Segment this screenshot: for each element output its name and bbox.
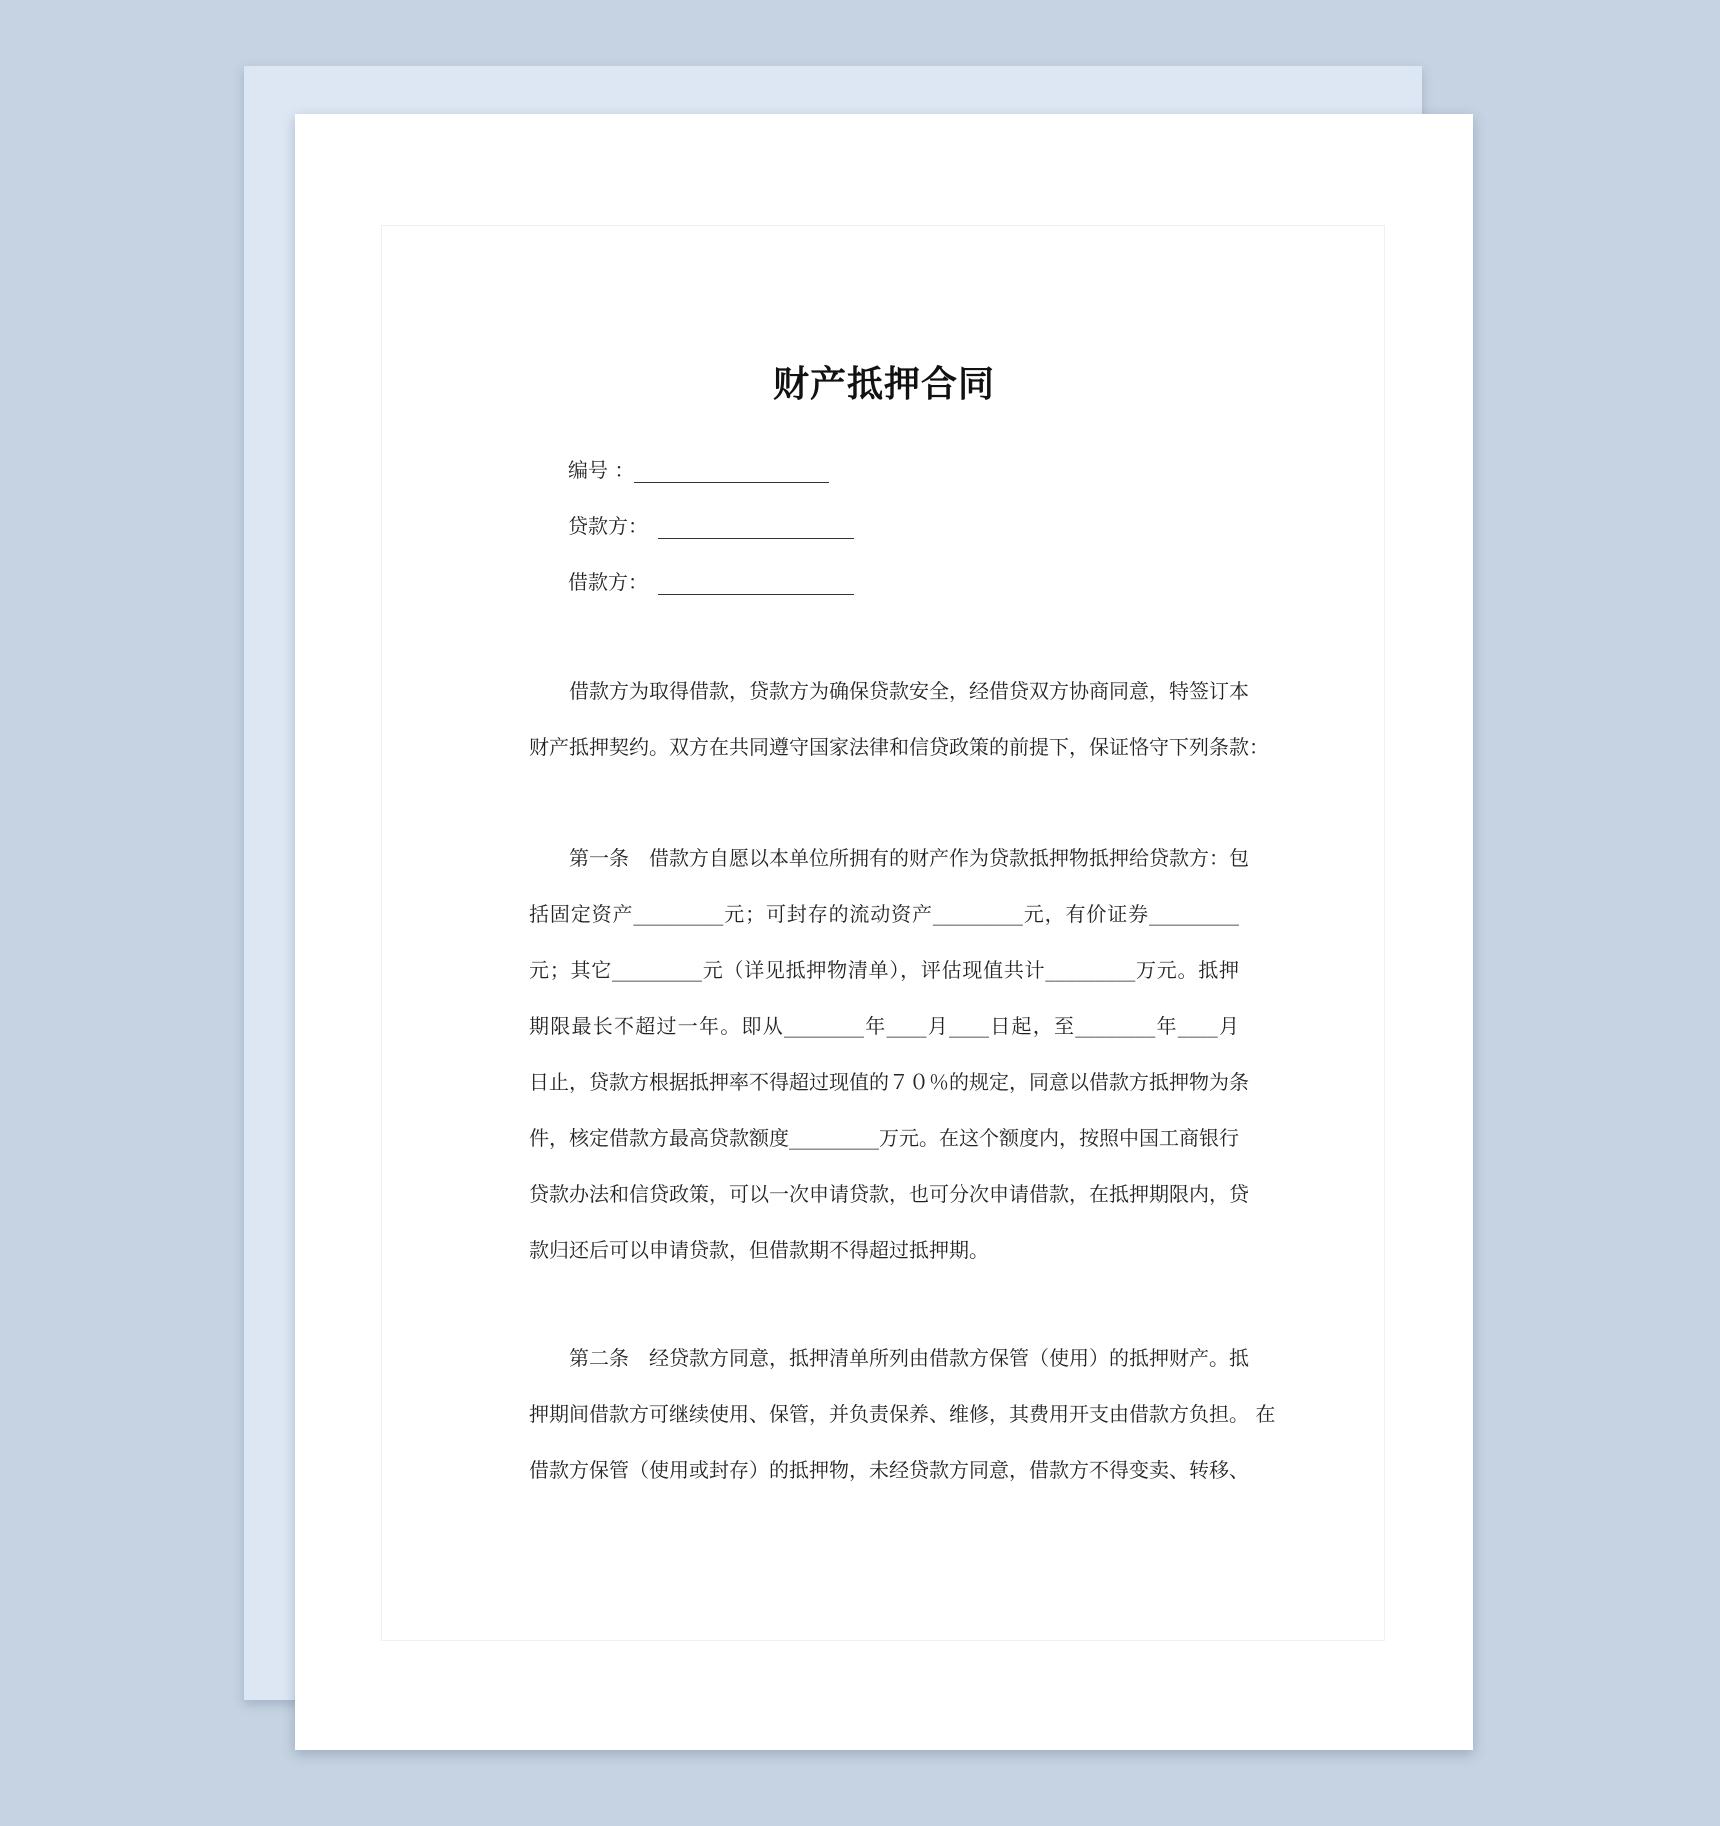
article-2-paragraph (529, 1330, 1276, 1498)
intro-paragraph (529, 663, 1269, 775)
field-number-blank (634, 460, 829, 483)
document-page (295, 114, 1473, 1750)
article-1-line: 第一条 借款方自愿以本单位所拥有的财产作为贷款抵押物抵押给贷款方：包 (569, 846, 1249, 870)
field-borrower-label: 借款方： (568, 570, 648, 594)
article-1-line: 件，核定借款方最高贷款额度_________万元。在这个额度内，按照中国工商银行 (529, 1126, 1239, 1150)
article-1-paragraph (529, 830, 1249, 1278)
field-lender-label: 贷款方： (568, 514, 648, 538)
article-1-line: 期限最长不超过一年。即从________年____月____日起，至________年____月 (529, 1014, 1239, 1038)
field-lender-blank (658, 516, 854, 539)
field-borrower (568, 566, 854, 595)
intro-line: 财产抵押契约。双方在共同遵守国家法律和信贷政策的前提下，保证恪守下列条款： (529, 735, 1269, 759)
article-2-line: 借款方保管（使用或封存）的抵押物，未经贷款方同意，借款方不得变卖、转移、 (529, 1458, 1249, 1482)
field-borrower-blank (658, 572, 854, 595)
field-number (568, 454, 829, 483)
article-2-line: 第二条 经贷款方同意，抵押清单所列由借款方保管（使用）的抵押财产。抵 (569, 1346, 1249, 1370)
article-1-line: 元；其它_________元（详见抵押物清单），评估现值共计_________万元。抵押 (529, 958, 1239, 982)
article-1-line: 款归还后可以申请贷款，但借款期不得超过抵押期。 (529, 1238, 989, 1262)
document-title: 财产抵押合同 (772, 364, 995, 405)
article-1-line: 括固定资产_________元；可封存的流动资产_________元，有价证券_________ (529, 902, 1239, 926)
field-lender (568, 510, 854, 539)
article-1-line: 日止，贷款方根据抵押率不得超过现值的７０％的规定，同意以借款方抵押物为条 (529, 1070, 1249, 1094)
article-1-line: 贷款办法和信贷政策，可以一次申请贷款，也可分次申请借款，在抵押期限内，贷 (529, 1182, 1249, 1206)
article-2-line: 押期间借款方可继续使用、保管，并负责保养、维修，其费用开支由借款方负担。 在 (529, 1402, 1276, 1426)
field-number-label: 编号 ： (568, 458, 635, 482)
intro-line: 借款方为取得借款，贷款方为确保贷款安全，经借贷双方协商同意，特签订本 (569, 679, 1249, 703)
